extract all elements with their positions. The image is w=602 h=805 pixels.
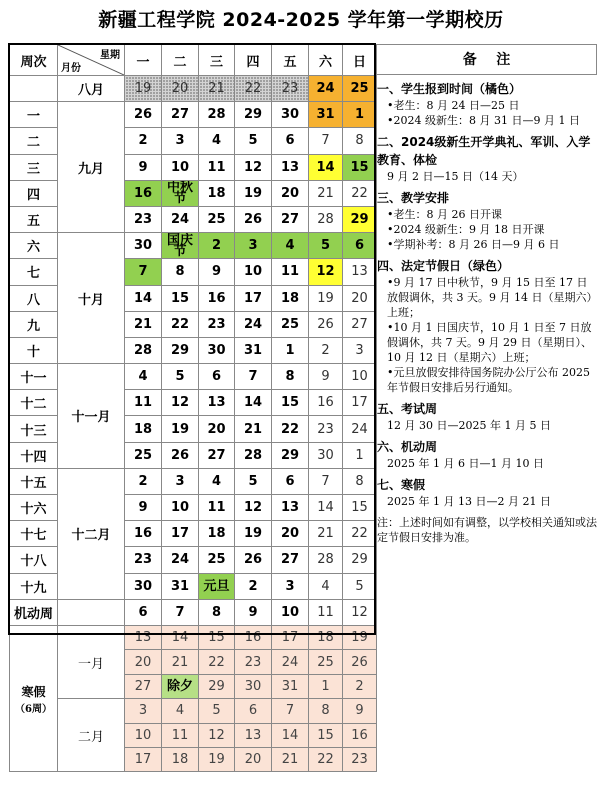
week-number: 十四 [10,442,58,468]
day-cell: 14 [309,495,343,521]
day-cell: 28 [309,547,343,573]
day-cell: 10 [162,154,199,180]
day-cell: 22 [343,521,377,547]
vacation-day-cell: 30 [235,674,272,698]
week-row [10,599,377,625]
day-cell: 25 [199,206,235,232]
day-cell: 6 [199,364,235,390]
day-cell: 17 [162,521,199,547]
day-cell: 10 [162,495,199,521]
day-cell: 20 [199,416,235,442]
vacation-day-cell: 18 [162,747,199,771]
vacation-day-cell: 29 [199,674,235,698]
header-day-sun: 日 [343,45,377,76]
day-cell: 23 [199,311,235,337]
day-cell: 8 [343,128,377,154]
day-cell: 28 [235,442,272,468]
vacation-day-cell: 1 [309,674,343,698]
day-cell: 10 [343,364,377,390]
day-cell: 31 [162,573,199,599]
day-cell: 12 [235,495,272,521]
week-number: 三 [10,154,58,180]
vacation-day-cell: 20 [235,747,272,771]
vacation-day-cell: 26 [343,650,377,674]
day-cell: 6 [343,233,377,259]
day-cell: 5 [309,233,343,259]
header-day-tue: 二 [162,45,199,76]
day-cell: 26 [235,206,272,232]
week-number: 十六 [10,495,58,521]
day-cell: 20 [162,76,199,102]
day-cell: 8 [199,599,235,625]
day-cell: 11 [199,154,235,180]
day-cell: 9 [125,154,162,180]
day-cell: 30 [272,102,309,128]
day-cell: 31 [235,337,272,363]
day-cell: 18 [272,285,309,311]
note-line: •10 月 1 日国庆节，10 月 1 日至 7 日放假调休，共 7 天。9 月 29 日（星期日）、10 月 12 日（星期六）上班； [387,321,592,364]
day-cell: 8 [272,364,309,390]
day-cell: 7 [309,468,343,494]
day-cell: 21 [235,416,272,442]
day-cell: 7 [125,259,162,285]
day-cell: 26 [309,311,343,337]
day-cell: 23 [125,547,162,573]
week-number: 十三 [10,416,58,442]
day-cell: 7 [162,599,199,625]
day-cell: 19 [162,416,199,442]
day-cell: 30 [309,442,343,468]
vacation-day-cell: 3 [125,699,162,723]
week-row [10,102,377,128]
day-cell: 23 [125,206,162,232]
note-line: •老生：8 月 24 日—25 日 [387,99,520,112]
day-cell: 15 [343,154,377,180]
vacation-day-cell: 15 [309,723,343,747]
vacation-day-cell: 6 [235,699,272,723]
holiday-cell: 中秋节 [162,180,199,206]
week-number: 一 [10,102,58,128]
day-cell: 6 [272,468,309,494]
day-cell: 1 [272,337,309,363]
week-number: 二 [10,128,58,154]
month-label: 十月 [58,233,125,364]
vacation-day-cell: 12 [199,723,235,747]
note-line: •2024 级新生：8 月 31 日—9 月 1 日 [387,114,580,127]
note-line: •学期补考：8 月 26 日—9 月 6 日 [387,238,560,251]
vacation-day-cell: 23 [235,650,272,674]
holiday-cell: 元旦 [199,573,235,599]
vacation-day-cell: 2 [343,674,377,698]
day-cell: 3 [272,573,309,599]
week-number: 五 [10,206,58,232]
day-cell: 9 [125,495,162,521]
month-label: 九月 [58,102,125,233]
note-line: •老生：8 月 26 日开课 [387,208,502,221]
vacation-label: 寒假 [21,684,46,699]
day-cell: 19 [235,180,272,206]
note-line: •2024 级新生：9 月 18 日开课 [387,223,545,236]
note-section-registration [377,80,597,128]
month-label: 十二月 [58,468,125,599]
month-label: 十一月 [58,364,125,469]
note-section-teaching [377,189,597,252]
week-row [10,364,377,390]
note-section-winter-break [377,476,597,509]
note-heading: 一、学生报到时间（橘色） [377,82,522,96]
note-section-flexible-week [377,438,597,471]
note-heading: 五、考试周 [377,402,438,416]
week-row [10,76,377,102]
note-heading: 六、机动周 [377,440,438,454]
header-day-sat: 六 [309,45,343,76]
day-cell: 22 [162,311,199,337]
day-cell: 18 [125,416,162,442]
note-heading: 二、2024级新生开学典礼、军训、入学教育、体检 [377,135,591,167]
vacation-day-cell: 18 [309,625,343,649]
header-diagonal-cell [58,45,125,76]
day-cell: 5 [235,128,272,154]
vacation-day-cell: 27 [125,674,162,698]
day-cell: 30 [199,337,235,363]
vacation-day-cell: 5 [199,699,235,723]
week-number: 十 [10,337,58,363]
holiday-cell: 除夕 [162,674,199,698]
day-cell: 26 [235,547,272,573]
vacation-day-cell: 21 [272,747,309,771]
day-cell: 24 [343,416,377,442]
day-cell: 7 [235,364,272,390]
week-row [10,468,377,494]
day-cell: 28 [199,102,235,128]
vacation-day-cell: 19 [199,747,235,771]
header-day-mon: 一 [125,45,162,76]
header-week: 周次 [10,45,58,76]
day-cell: 25 [199,547,235,573]
day-cell: 27 [272,547,309,573]
day-cell: 20 [272,180,309,206]
day-cell: 19 [125,76,162,102]
day-cell: 28 [309,206,343,232]
vacation-day-cell: 22 [199,650,235,674]
day-cell: 5 [162,364,199,390]
day-cell: 29 [343,547,377,573]
day-cell: 3 [162,128,199,154]
week-number: 十五 [10,468,58,494]
header-month-label: 月份 [61,63,81,74]
day-cell: 26 [125,102,162,128]
day-cell: 16 [309,390,343,416]
day-cell: 4 [272,233,309,259]
day-cell: 17 [235,285,272,311]
header-day-thu: 四 [235,45,272,76]
holiday-cell: 国庆节 [162,233,199,259]
note-line: •9 月 17 日中秋节，9 月 15 日至 17 日放假调休，共 3 天。9 月 14 日（星期六）上班； [387,276,592,319]
day-cell: 2 [125,468,162,494]
week-number: 九 [10,311,58,337]
day-cell: 15 [343,495,377,521]
vacation-row [10,625,377,649]
day-cell: 13 [272,495,309,521]
day-cell: 14 [235,390,272,416]
day-cell: 8 [343,468,377,494]
day-cell: 30 [125,573,162,599]
week-row [10,233,377,259]
day-cell: 27 [199,442,235,468]
week-number: 十八 [10,547,58,573]
note-line: 12 月 30 日—2025 年 1 月 5 日 [387,419,551,432]
day-cell: 5 [343,573,377,599]
day-cell: 11 [309,599,343,625]
note-line: 2025 年 1 月 6 日—1 月 10 日 [387,457,544,470]
vacation-day-cell: 16 [235,625,272,649]
day-cell: 9 [309,364,343,390]
day-cell: 13 [199,390,235,416]
week-number: 六 [10,233,58,259]
week-number: 机动周 [10,599,58,625]
vacation-day-cell: 8 [309,699,343,723]
day-cell: 21 [199,76,235,102]
day-cell: 28 [125,337,162,363]
day-cell: 24 [162,547,199,573]
day-cell: 9 [235,599,272,625]
day-cell: 19 [309,285,343,311]
day-cell: 4 [199,128,235,154]
vacation-day-cell: 15 [199,625,235,649]
note-line: 2025 年 1 月 13 日—2 月 21 日 [387,495,551,508]
vacation-label-cell [10,625,58,771]
day-cell: 26 [162,442,199,468]
header-row [10,45,377,76]
note-section-exam-week [377,400,597,433]
week-number: 十九 [10,573,58,599]
vacation-day-cell: 10 [125,723,162,747]
vacation-day-cell: 14 [272,723,309,747]
note-heading: 四、法定节假日（绿色） [377,259,510,273]
day-cell: 21 [125,311,162,337]
day-cell: 1 [343,102,377,128]
day-cell: 6 [272,128,309,154]
day-cell: 18 [199,180,235,206]
day-cell: 25 [343,76,377,102]
day-cell: 15 [162,285,199,311]
vacation-day-cell: 14 [162,625,199,649]
day-cell: 5 [235,468,272,494]
header-day-fri: 五 [272,45,309,76]
day-cell: 2 [235,573,272,599]
week-number: 四 [10,180,58,206]
note-footer: 注：上述时间如有调整，以学校相关通知或法定节假日安排为准。 [377,516,597,544]
week-number: 十一 [10,364,58,390]
month-label: 一月 [58,625,125,698]
day-cell: 1 [343,442,377,468]
day-cell: 13 [272,154,309,180]
day-cell: 31 [309,102,343,128]
vacation-day-cell: 17 [272,625,309,649]
day-cell: 23 [272,76,309,102]
notes-header: 备 注 [377,44,597,75]
vacation-sublabel: （6周） [15,703,52,715]
page-title: 新疆工程学院 2024-2025 学年第一学期校历 [98,9,504,31]
note-heading: 七、寒假 [377,478,426,492]
vacation-day-cell: 4 [162,699,199,723]
calendar-table [9,44,377,772]
day-cell: 6 [125,599,162,625]
day-cell: 12 [235,154,272,180]
day-cell: 17 [343,390,377,416]
day-cell: 3 [343,337,377,363]
day-cell: 2 [199,233,235,259]
note-line: 9 月 2 日—15 日（14 天） [387,170,524,183]
month-label: 八月 [58,76,125,102]
day-cell: 24 [235,311,272,337]
day-cell: 22 [272,416,309,442]
day-cell: 4 [199,468,235,494]
day-cell: 14 [309,154,343,180]
week-number: 十七 [10,521,58,547]
day-cell: 10 [235,259,272,285]
day-cell: 24 [309,76,343,102]
day-cell: 7 [309,128,343,154]
day-cell: 8 [162,259,199,285]
day-cell: 2 [125,128,162,154]
day-cell: 12 [343,599,377,625]
day-cell: 9 [199,259,235,285]
day-cell: 13 [343,259,377,285]
vacation-day-cell: 23 [343,747,377,771]
day-cell: 20 [272,521,309,547]
vacation-day-cell: 11 [162,723,199,747]
week-number: 十二 [10,390,58,416]
day-cell: 16 [199,285,235,311]
month-label: 二月 [58,699,125,772]
vacation-day-cell: 13 [125,625,162,649]
week-number: 七 [10,259,58,285]
day-cell: 3 [162,468,199,494]
vacation-day-cell: 22 [309,747,343,771]
day-cell: 3 [235,233,272,259]
header-day-wed: 三 [199,45,235,76]
day-cell: 29 [235,102,272,128]
day-cell: 11 [272,259,309,285]
day-cell: 21 [309,521,343,547]
day-cell: 27 [343,311,377,337]
vacation-day-cell: 20 [125,650,162,674]
day-cell: 25 [272,311,309,337]
vacation-day-cell: 21 [162,650,199,674]
day-cell: 15 [272,390,309,416]
vacation-day-cell: 13 [235,723,272,747]
day-cell: 27 [272,206,309,232]
day-cell: 19 [235,521,272,547]
month-label-empty [58,599,125,625]
vacation-day-cell: 17 [125,747,162,771]
day-cell: 22 [235,76,272,102]
day-cell: 30 [125,233,162,259]
week-number [10,76,58,102]
day-cell: 14 [125,285,162,311]
day-cell: 23 [309,416,343,442]
day-cell: 12 [162,390,199,416]
vacation-day-cell: 9 [343,699,377,723]
day-cell: 25 [125,442,162,468]
day-cell: 4 [125,364,162,390]
vacation-day-cell: 16 [343,723,377,747]
note-line: •元旦放假安排待国务院办公厅公布 2025 年节假日安排后另行通知。 [387,366,590,394]
day-cell: 29 [162,337,199,363]
day-cell: 16 [125,521,162,547]
vacation-day-cell: 7 [272,699,309,723]
day-cell: 29 [343,206,377,232]
notes-panel [377,75,597,545]
day-cell: 18 [199,521,235,547]
day-cell: 16 [125,180,162,206]
vacation-day-cell: 25 [309,650,343,674]
vacation-day-cell: 31 [272,674,309,698]
note-heading: 三、教学安排 [377,191,450,205]
week-number: 八 [10,285,58,311]
note-section-holidays [377,257,597,395]
day-cell: 12 [309,259,343,285]
day-cell: 24 [162,206,199,232]
day-cell: 20 [343,285,377,311]
day-cell: 11 [125,390,162,416]
note-section-orientation [377,133,597,184]
day-cell: 4 [309,573,343,599]
day-cell: 27 [162,102,199,128]
day-cell: 10 [272,599,309,625]
header-weekday-label: 星期 [100,50,120,61]
vacation-day-cell: 19 [343,625,377,649]
day-cell: 21 [309,180,343,206]
vacation-day-cell: 24 [272,650,309,674]
day-cell: 22 [343,180,377,206]
day-cell: 11 [199,495,235,521]
day-cell: 29 [272,442,309,468]
day-cell: 2 [309,337,343,363]
vacation-row [10,699,377,723]
